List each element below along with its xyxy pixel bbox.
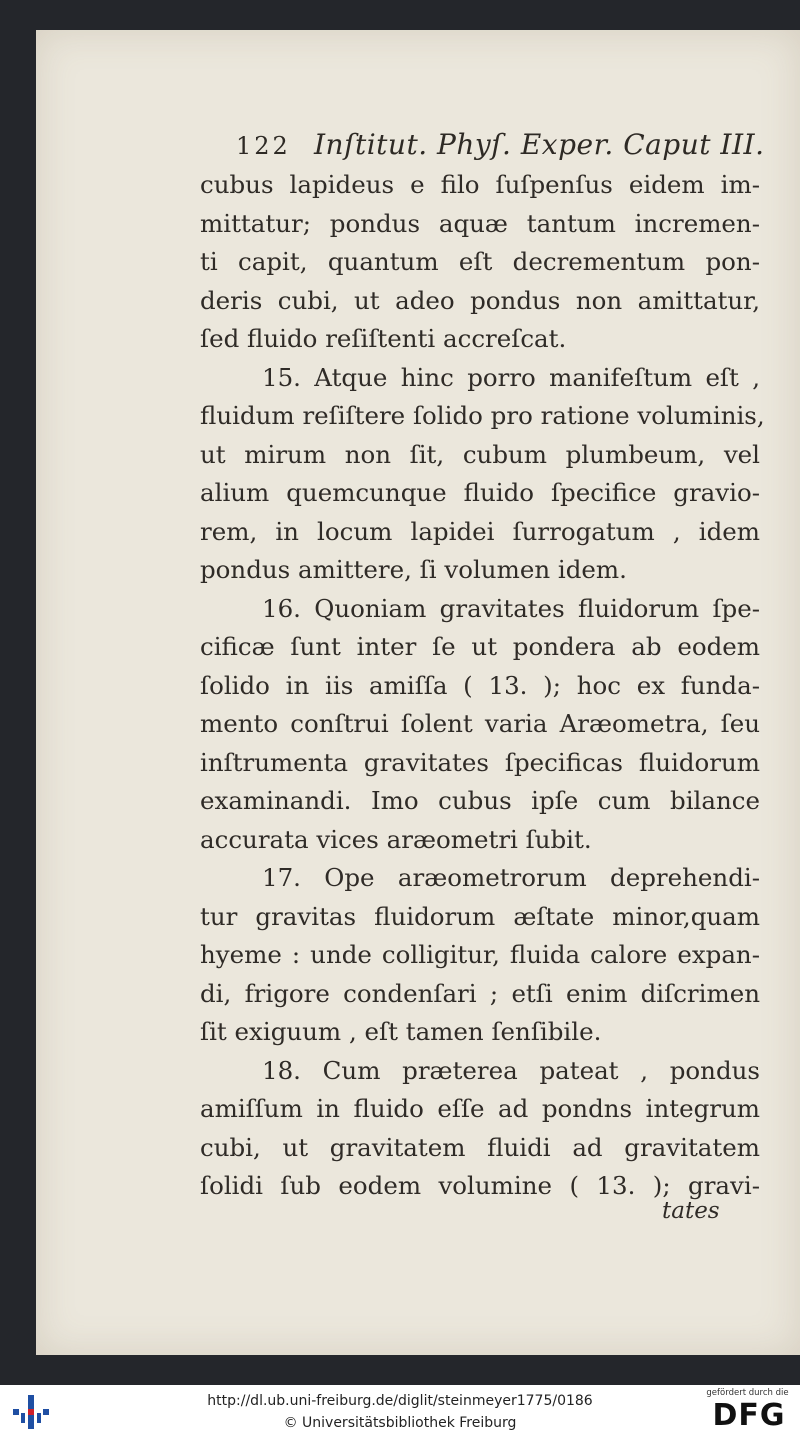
text-line: 17. Ope aræometrorum deprehendi- <box>262 863 760 892</box>
copyright-notice: © Universitätsbibliothek Freiburg <box>283 1415 517 1431</box>
text-line: 16. Quoniam gravitates fluidorum ſpe- <box>262 593 760 623</box>
text-line: pondus amittere, ſi volumen idem. <box>200 555 627 584</box>
book-page <box>36 30 800 1355</box>
text-line: cificæ ſunt inter ſe ut pondera ab eodem <box>200 632 760 661</box>
text-line: inſtrumenta gravitates ſpecificas fluidorum <box>200 747 760 777</box>
dfg-logo[interactable]: DFG <box>712 1398 786 1433</box>
sponsor-text: gefördert durch die <box>706 1388 789 1398</box>
text-line: amiſſum in fluido eſſe ad pondns integrum <box>200 1094 760 1123</box>
text-line: ut mirum non ſit, cubum plumbeum, vel <box>200 439 760 469</box>
text-line: hyeme : unde colligitur, fluida calore expan- <box>200 940 760 969</box>
text-line: ti capit, quantum eſt decrementum pon- <box>200 247 760 276</box>
catchword: tates <box>662 1198 720 1224</box>
text-line: 18. Cum præterea pateat , pondus <box>262 1055 760 1085</box>
text-line: accurata vices aræometri ſubit. <box>200 824 592 854</box>
text-line: cubi, ut gravitatem fluidi ad gravitatem <box>200 1132 760 1162</box>
text-line: deris cubi, ut adeo pondus non amittatur, <box>200 285 760 315</box>
text-line: examinandi. Imo cubus ipſe cum bilance <box>200 786 760 815</box>
text-line: fluidum reſiſtere ſolido pro ratione voluminis, <box>200 401 765 430</box>
text-line: 15. Atque hinc porro manifeſtum eſt , <box>262 362 760 392</box>
text-line: ſit exiguum , eſt tamen ſenſibile. <box>200 1017 602 1046</box>
body-text <box>200 166 765 1206</box>
text-line: di, frigore condenſari ; etſi enim diſcrimen <box>200 978 760 1008</box>
text-line: rem, in locum lapidei ſurrogatum , idem <box>200 516 760 546</box>
ub-freiburg-logo-icon <box>10 1391 52 1433</box>
text-line: ſed fluido reſiſtenti accreſcat. <box>200 324 567 353</box>
page-number: 122 <box>236 132 291 160</box>
text-line: cubus lapideus e filo ſuſpenſus eidem im- <box>200 170 760 199</box>
viewer-footer <box>0 1385 800 1440</box>
text-line: ſolido in iis amiſſa ( 13. ); hoc ex funda- <box>200 670 760 700</box>
running-title: Inſtitut. Phyſ. Exper. Caput III. <box>314 128 765 161</box>
text-line: mittatur; pondus aquæ tantum incremen- <box>200 208 760 238</box>
document-url[interactable]: http://dl.ub.uni-freiburg.de/diglit/steinmeyer1775/0186 <box>207 1393 593 1409</box>
text-line: ſolidi ſub eodem volumine ( 13. ); gravi- <box>200 1171 760 1200</box>
text-line: mento conſtrui ſolent varia Aræometra, ſeu <box>200 709 760 738</box>
text-line: tur gravitas fluidorum æſtate minor,quam <box>200 901 760 931</box>
text-line: alium quemcunque fluido ſpecifice gravio- <box>200 478 760 507</box>
